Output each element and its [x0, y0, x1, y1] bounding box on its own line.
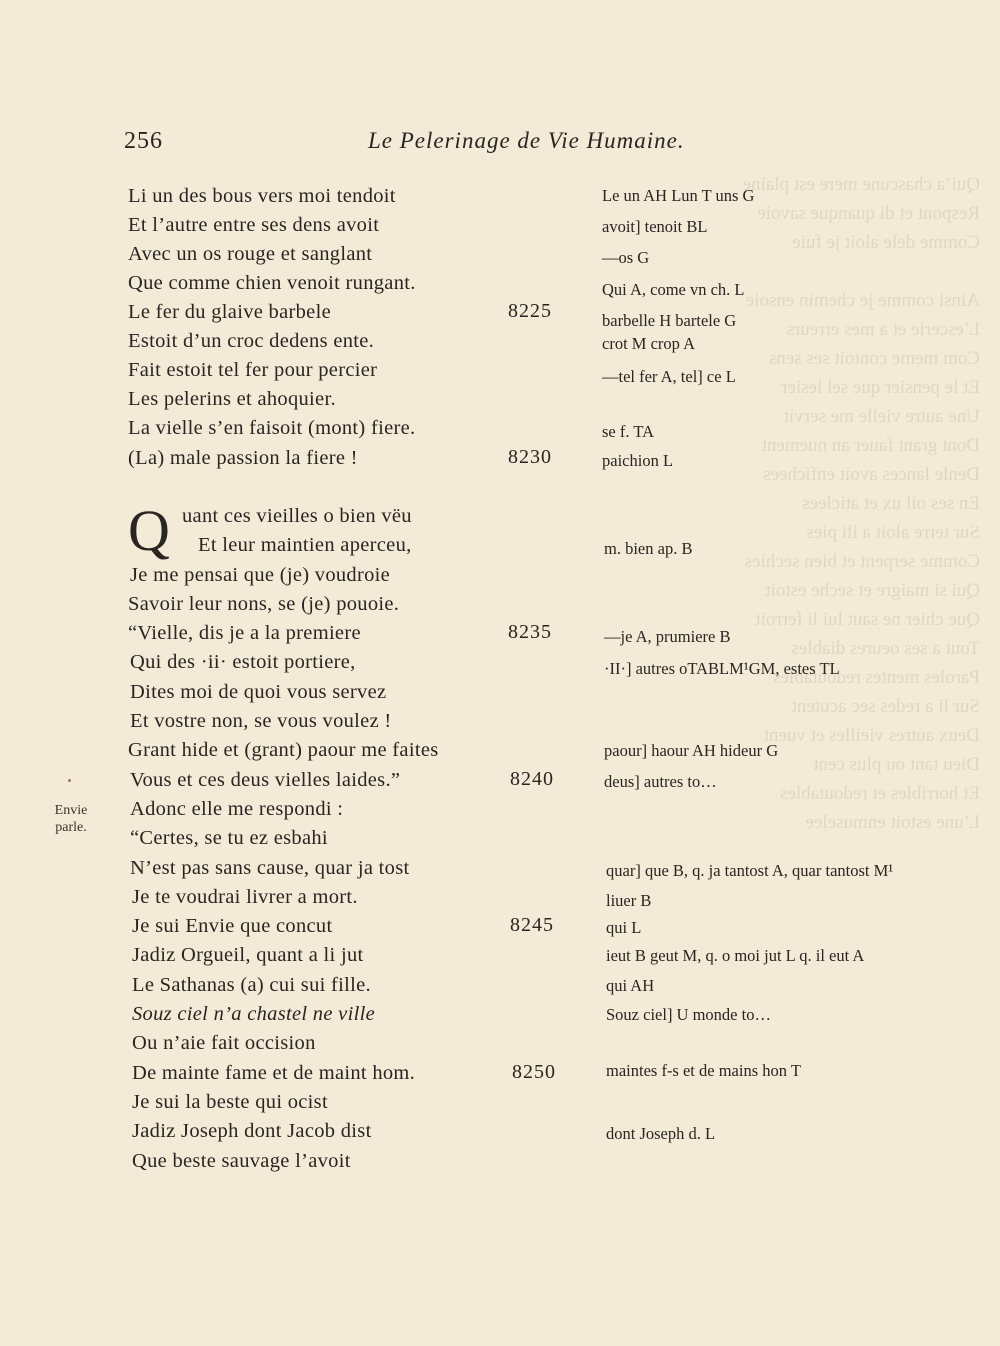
- verse-line: Grant hide et (grant) paour me faites: [128, 739, 439, 761]
- verse-line: Avec un os rouge et sanglant: [128, 243, 373, 265]
- variant-reading: ieut B geut M, q. o moi jut L q. il eut A: [606, 946, 865, 965]
- verse-line: Le fer du glaive barbele: [128, 301, 331, 323]
- line-number: 8230: [508, 446, 552, 468]
- verse-line: La vielle s’en faisoit (mont) fiere.: [128, 417, 416, 439]
- verse-line: Souz ciel n’a chastel ne ville: [132, 1003, 375, 1025]
- variant-reading: Souz ciel] U monde to…: [606, 1005, 771, 1024]
- variant-reading: —je A, prumiere B: [604, 627, 731, 646]
- foxing-spot: [68, 779, 71, 782]
- running-title: Le Pelerinage de Vie Humaine.: [368, 128, 685, 153]
- verse-line: Jadiz Orgueil, quant a li jut: [132, 944, 364, 966]
- verse-line: Fait estoit tel fer pour percier: [128, 359, 378, 381]
- show-through-texture: Qui’a chascune mere est plaine Respont et di quanque savoie Comme dele aloit je fuie Ainsi comme je chemin ensoie L’escerie et a mes erreurs Com meme contoit ses sens Et le pensier que sel lesier Une autre vielle me servit Dont grant fauer an nuement Denle lances avoit enfichees En ses oil ux et aticlees Sur terre aloit a ili pies Comme serpent et bien sechies Qui si maigre et seche estoit Que chier ne saut lui li ferroit Tout a ses oeures diables Paroles mentes redoutables Sur li a redes sec acutent Deux autres vieilles et vuent Dieu tant ou plus cent Et horribles et redoutables L’une estoit enmuselee: [742, 174, 980, 833]
- verse-line: Les pelerins et ahoquier.: [128, 388, 336, 410]
- line-number: 8240: [510, 768, 554, 790]
- verse-line: Que beste sauvage l’avoit: [132, 1150, 351, 1172]
- verse-line: Qui des ·ii· estoit portiere,: [130, 651, 356, 673]
- variant-reading: ·II·] autres oTABLM¹GM, estes TL: [604, 659, 840, 678]
- variant-reading: maintes f-s et de mains hon T: [606, 1061, 801, 1080]
- variant-reading: liuer B: [606, 891, 652, 910]
- line-number: 8225: [508, 300, 552, 322]
- variant-reading: paour] haour AH hideur G: [604, 741, 779, 760]
- margin-note: [48, 802, 94, 836]
- margin-note-line: parle.: [55, 820, 87, 835]
- variant-reading: deus] autres to…: [604, 772, 717, 791]
- verse-line: (La) male passion la fiere !: [128, 447, 358, 469]
- verse-line: Estoit d’un croc dedens ente.: [128, 330, 375, 352]
- verse-line: Et leur maintien aperceu,: [198, 534, 412, 556]
- variant-reading: se f. TA: [602, 422, 654, 441]
- verse-line: Li un des bous vers moi tendoit: [128, 185, 396, 207]
- variant-reading: paichion L: [602, 451, 674, 470]
- verse-line: Jadiz Joseph dont Jacob dist: [132, 1120, 372, 1142]
- variant-reading: avoit] tenoit BL: [602, 217, 708, 236]
- verse-line: Je te voudrai livrer a mort.: [132, 886, 358, 908]
- verse-line: “Certes, se tu ez esbahi: [130, 827, 328, 849]
- verse-line: Et l’autre entre ses dens avoit: [128, 214, 380, 236]
- variant-reading: m. bien ap. B: [604, 539, 693, 558]
- verse-line: Ou n’aie fait occision: [132, 1032, 316, 1054]
- variant-reading: qui L: [606, 918, 642, 937]
- verse-line: Et vostre non, se vous voulez !: [130, 710, 392, 732]
- variant-reading: quar] que B, q. ja tantost A, quar tantost M¹: [606, 861, 894, 880]
- variant-reading: dont Joseph d. L: [606, 1124, 716, 1143]
- verse-line: Adonc elle me respondi :: [130, 798, 344, 820]
- verse-line: N’est pas sans cause, quar ja tost: [130, 857, 410, 879]
- verse-line: Je me pensai que (je) voudroie: [130, 564, 391, 586]
- variant-reading: barbelle H bartele G: [602, 311, 737, 330]
- margin-note-line: Envie: [54, 803, 88, 818]
- verse-line: Je sui Envie que concut: [132, 915, 333, 937]
- verse-line: Dites moi de quoi vous servez: [130, 681, 387, 703]
- variant-reading: Le un AH Lun T uns G: [602, 186, 755, 205]
- verse-line: Le Sathanas (a) cui sui fille.: [132, 974, 371, 996]
- variant-reading: —tel fer A, tel] ce L: [602, 367, 736, 386]
- line-number: 8235: [508, 621, 552, 643]
- variant-reading: qui AH: [606, 976, 655, 995]
- drop-cap: Q: [128, 498, 170, 563]
- verse-line: Vous et ces deus vielles laides.”: [130, 769, 401, 791]
- verse-line: “Vielle, dis je a la premiere: [128, 622, 361, 644]
- variant-reading: crot M crop A: [602, 334, 696, 353]
- variant-reading: Qui A, come vn ch. L: [602, 280, 745, 299]
- variant-reading: —os G: [602, 248, 650, 267]
- verse-line: Je sui la beste qui ocist: [132, 1091, 328, 1113]
- line-number: 8250: [512, 1061, 556, 1083]
- verse-line: Que comme chien venoit rungant.: [128, 272, 416, 294]
- page-number: 256: [124, 128, 163, 154]
- verse-line: Savoir leur nons, se (je) pouoie.: [128, 593, 400, 615]
- verse-line: De mainte fame et de maint hom.: [132, 1062, 416, 1084]
- line-number: 8245: [510, 914, 554, 936]
- verse-line: uant ces vieilles o bien vëu: [182, 505, 412, 527]
